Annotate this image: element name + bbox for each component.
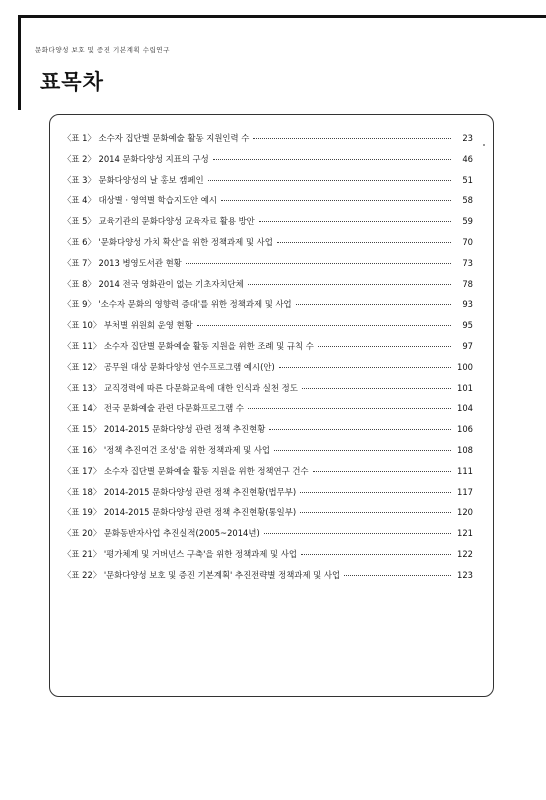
dot-leader <box>269 429 451 430</box>
toc-entry-label: 〈표 16〉 '정책 추진여건 조성'을 위한 정책과제 및 사업 <box>63 444 271 455</box>
toc-entry-label: 〈표 1〉 소수자 집단별 문화예술 활동 지원인력 수 <box>63 133 250 143</box>
toc-entry-page: 97 <box>462 340 473 351</box>
running-title: 문화다양성 보호 및 증진 기본계획 수립연구 <box>35 46 170 54</box>
toc-entry-page: 104 <box>457 403 473 414</box>
toc-entry[interactable] <box>63 236 473 257</box>
dot-leader <box>186 263 451 264</box>
toc-entry[interactable] <box>63 194 473 215</box>
toc-entry[interactable] <box>63 382 473 403</box>
toc-entry-label: 〈표 18〉 2014-2015 문화다양성 관련 정책 추진현황(법무부) <box>63 486 297 497</box>
toc-entry[interactable] <box>63 444 473 465</box>
toc-entry[interactable] <box>63 548 473 569</box>
page-title: 표목차 <box>40 70 104 94</box>
toc-entry-page: 100 <box>457 361 473 372</box>
dot-leader <box>253 138 451 139</box>
toc-entry-page: 121 <box>457 528 473 539</box>
dot-leader <box>274 450 451 451</box>
toc-entry-page: 78 <box>462 278 473 289</box>
toc-entry-label: 〈표 12〉 공무원 대상 문화다양성 연수프로그램 예시(안) <box>63 361 275 372</box>
dot-leader <box>344 575 451 576</box>
dot-leader <box>277 242 451 243</box>
toc-entry-page: 117 <box>457 486 473 497</box>
toc-entry-label: 〈표 22〉 '문화다양성 보호 및 증진 기본계획' 추진전략별 정책과제 및 사업 <box>63 569 341 580</box>
toc-entry-label: 〈표 4〉 대상별 · 영역별 학습지도안 예시 <box>63 195 217 206</box>
dot-leader <box>279 367 451 368</box>
toc-entry-label: 〈표 21〉 '평가체계 및 거버넌스 구축'을 위한 정책과제 및 사업 <box>63 548 297 559</box>
dot-leader <box>318 346 451 347</box>
dot-leader <box>248 408 451 409</box>
toc-entry-page: 51 <box>462 174 473 185</box>
toc-entry-page: 23 <box>462 133 473 143</box>
toc-entry[interactable] <box>63 506 473 527</box>
toc-entry[interactable] <box>63 298 473 319</box>
toc-entry[interactable] <box>63 527 473 548</box>
toc-entry-label: 〈표 3〉 문화다양성의 날 홍보 캠페인 <box>63 174 204 185</box>
toc-entry[interactable] <box>63 486 473 507</box>
toc-entry-label: 〈표 17〉 소수자 집단별 문화예술 활동 지원을 위한 정책연구 건수 <box>63 465 309 476</box>
toc-entry-page: 73 <box>462 257 473 268</box>
toc-entry-label: 〈표 6〉 '문화다양성 가치 확산'을 위한 정책과제 및 사업 <box>63 236 273 247</box>
dot-leader <box>300 492 451 493</box>
dot-leader <box>197 325 451 326</box>
toc-entry-page: 59 <box>462 216 473 227</box>
toc-entry[interactable] <box>63 278 473 299</box>
toc-entry-label: 〈표 13〉 교직경력에 따른 다문화교육에 대한 인식과 실천 정도 <box>63 382 298 393</box>
dot-leader <box>248 284 451 285</box>
toc-entry[interactable] <box>63 153 473 174</box>
dot-leader <box>213 159 451 160</box>
toc-entry[interactable] <box>63 423 473 444</box>
dot-leader <box>300 512 451 513</box>
toc-entry-page: 93 <box>462 299 473 310</box>
toc-entry-page: 122 <box>457 548 473 559</box>
dot-leader <box>296 304 451 305</box>
toc-entry-page: 123 <box>457 569 473 580</box>
toc-entry-page: 46 <box>462 153 473 164</box>
toc-entry-label: 〈표 2〉 2014 문화다양성 지표의 구성 <box>63 153 209 164</box>
toc-entry[interactable] <box>63 465 473 486</box>
toc-entry-label: 〈표 14〉 전국 문화예술 관련 다문화프로그램 수 <box>63 403 244 414</box>
toc-entry-label: 〈표 15〉 2014-2015 문화다양성 관련 정책 추진현황 <box>63 424 266 435</box>
toc-entry[interactable] <box>63 361 473 382</box>
toc-entry-label: 〈표 20〉 문화동반자사업 추진실적(2005~2014년) <box>63 528 260 539</box>
dot-leader <box>301 554 451 555</box>
toc-entry[interactable] <box>63 402 473 423</box>
toc-entry-label: 〈표 8〉 2014 전국 영화관이 없는 기초자치단체 <box>63 278 244 289</box>
toc-entry[interactable] <box>63 215 473 236</box>
toc-entry[interactable] <box>63 319 473 340</box>
toc-entry-label: 〈표 7〉 2013 병영도서관 현황 <box>63 257 182 268</box>
toc-entry-label: 〈표 5〉 교육기관의 문화다양성 교육자료 활용 방안 <box>63 216 255 227</box>
toc-entry-page: 120 <box>457 507 473 518</box>
dot-leader <box>221 200 451 201</box>
toc-entry-page: 58 <box>462 195 473 206</box>
toc-entry-page: 111 <box>457 465 473 476</box>
toc-entry[interactable] <box>63 174 473 195</box>
toc-entry-page: 106 <box>457 424 473 435</box>
toc-entry-page: 108 <box>457 444 473 455</box>
dot-leader <box>208 180 451 181</box>
toc-entry-page: 70 <box>462 236 473 247</box>
toc-entry[interactable] <box>63 132 473 153</box>
toc-entry[interactable] <box>63 257 473 278</box>
toc-entry-page: 95 <box>462 320 473 331</box>
dot-leader <box>302 388 451 389</box>
dot-leader <box>313 471 451 472</box>
toc-entry-label: 〈표 11〉 소수자 집단별 문화예술 활동 지원을 위한 조례 및 규칙 수 <box>63 340 314 351</box>
toc-entry-label: 〈표 9〉 '소수자 문화의 영향력 증대'를 위한 정책과제 및 사업 <box>63 299 292 310</box>
toc-entry-label: 〈표 19〉 2014-2015 문화다양성 관련 정책 추진현황(통일부) <box>63 507 297 518</box>
toc-entry[interactable] <box>63 340 473 361</box>
dot-leader <box>264 533 451 534</box>
toc-list <box>63 132 473 590</box>
toc-entry-label: 〈표 10〉 부처별 위원회 운영 현황 <box>63 320 193 331</box>
scan-dot <box>483 144 485 146</box>
dot-leader <box>259 221 451 222</box>
toc-entry[interactable] <box>63 569 473 590</box>
toc-entry-page: 101 <box>457 382 473 393</box>
